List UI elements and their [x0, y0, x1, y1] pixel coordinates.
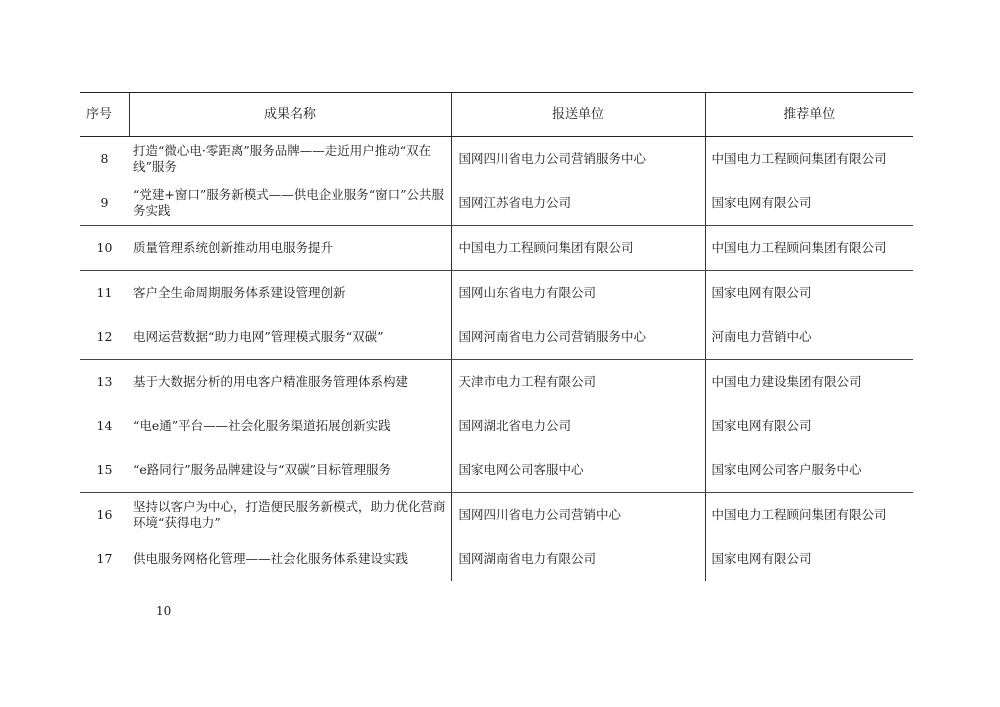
table-row [80, 315, 913, 360]
row-unit: 国网四川省电力公司营销服务中心 [451, 137, 705, 182]
row-unit: 国网江苏省电力公司 [451, 181, 705, 226]
row-unit: 国网湖北省电力公司 [451, 404, 705, 448]
row-unit: 国网河南省电力公司营销服务中心 [451, 315, 705, 360]
row-no: 9 [80, 181, 129, 226]
row-unit: 国网山东省电力有限公司 [451, 271, 705, 316]
row-recommender: 河南电力营销中心 [705, 315, 913, 360]
row-name: “电e通”平台——社会化服务渠道拓展创新实践 [129, 404, 451, 448]
row-recommender: 国家电网公司客户服务中心 [705, 448, 913, 493]
row-no: 8 [100, 151, 109, 166]
row-no: 13 [96, 374, 113, 389]
row-no: 14 [96, 418, 113, 433]
table-row [80, 537, 913, 581]
row-recommender: 国家电网有限公司 [711, 418, 812, 433]
row-no: 17 [96, 551, 113, 566]
row-recommender: 中国电力工程顾问集团有限公司 [711, 151, 887, 166]
row-name: 基于大数据分析的用电客户精准服务管理体系构建 [129, 360, 451, 405]
header-name: 成果名称 [129, 93, 451, 137]
row-no: 12 [80, 315, 129, 360]
table-row [80, 360, 913, 405]
row-no: 16 [96, 507, 113, 522]
row-recommender: 国家电网有限公司 [711, 551, 812, 566]
page-number: 10 [156, 604, 172, 618]
row-name: 质量管理系统创新推动用电服务提升 [129, 226, 451, 271]
results-table [80, 92, 913, 581]
row-unit: 国网湖南省电力有限公司 [451, 537, 705, 581]
header-no: 序号 [80, 93, 129, 137]
row-recommender: 中国电力工程顾问集团有限公司 [711, 507, 887, 522]
table-row [80, 271, 913, 316]
row-name: 坚持以客户为中心，打造便民服务新模式，助力优化营商环境“获得电力” [129, 493, 451, 538]
row-no: 15 [80, 448, 129, 493]
row-no: 11 [96, 285, 113, 300]
table-row [80, 181, 913, 226]
table-row [80, 404, 913, 448]
row-name: 打造“微心电·零距离”服务品牌——走近用户推动“双在线”服务 [129, 137, 451, 182]
header-unit: 报送单位 [451, 93, 705, 137]
row-name: 客户全生命周期服务体系建设管理创新 [129, 271, 451, 316]
header-recommender: 推荐单位 [705, 93, 913, 137]
row-name: 电网运营数据“助力电网”管理模式服务“双碳” [129, 315, 451, 360]
table-row [80, 137, 913, 182]
row-unit: 国家电网公司客服中心 [451, 448, 705, 493]
table-row [80, 448, 913, 493]
row-recommender: 国家电网有限公司 [711, 285, 812, 300]
row-recommender: 中国电力工程顾问集团有限公司 [705, 226, 913, 271]
table-row [80, 226, 913, 271]
row-unit: 国网四川省电力公司营销中心 [451, 493, 705, 538]
row-name: 供电服务网格化管理——社会化服务体系建设实践 [129, 537, 451, 581]
table-row [80, 493, 913, 538]
row-unit: 天津市电力工程有限公司 [451, 360, 705, 405]
row-name: “党建+窗口”服务新模式——供电企业服务“窗口”公共服务实践 [129, 181, 451, 226]
row-unit: 中国电力工程顾问集团有限公司 [451, 226, 705, 271]
row-recommender: 国家电网有限公司 [705, 181, 913, 226]
row-recommender: 中国电力建设集团有限公司 [711, 374, 862, 389]
table-header-row [80, 93, 913, 137]
row-no: 10 [80, 226, 129, 271]
row-name: “e路同行”服务品牌建设与“双碳”目标管理服务 [129, 448, 451, 493]
